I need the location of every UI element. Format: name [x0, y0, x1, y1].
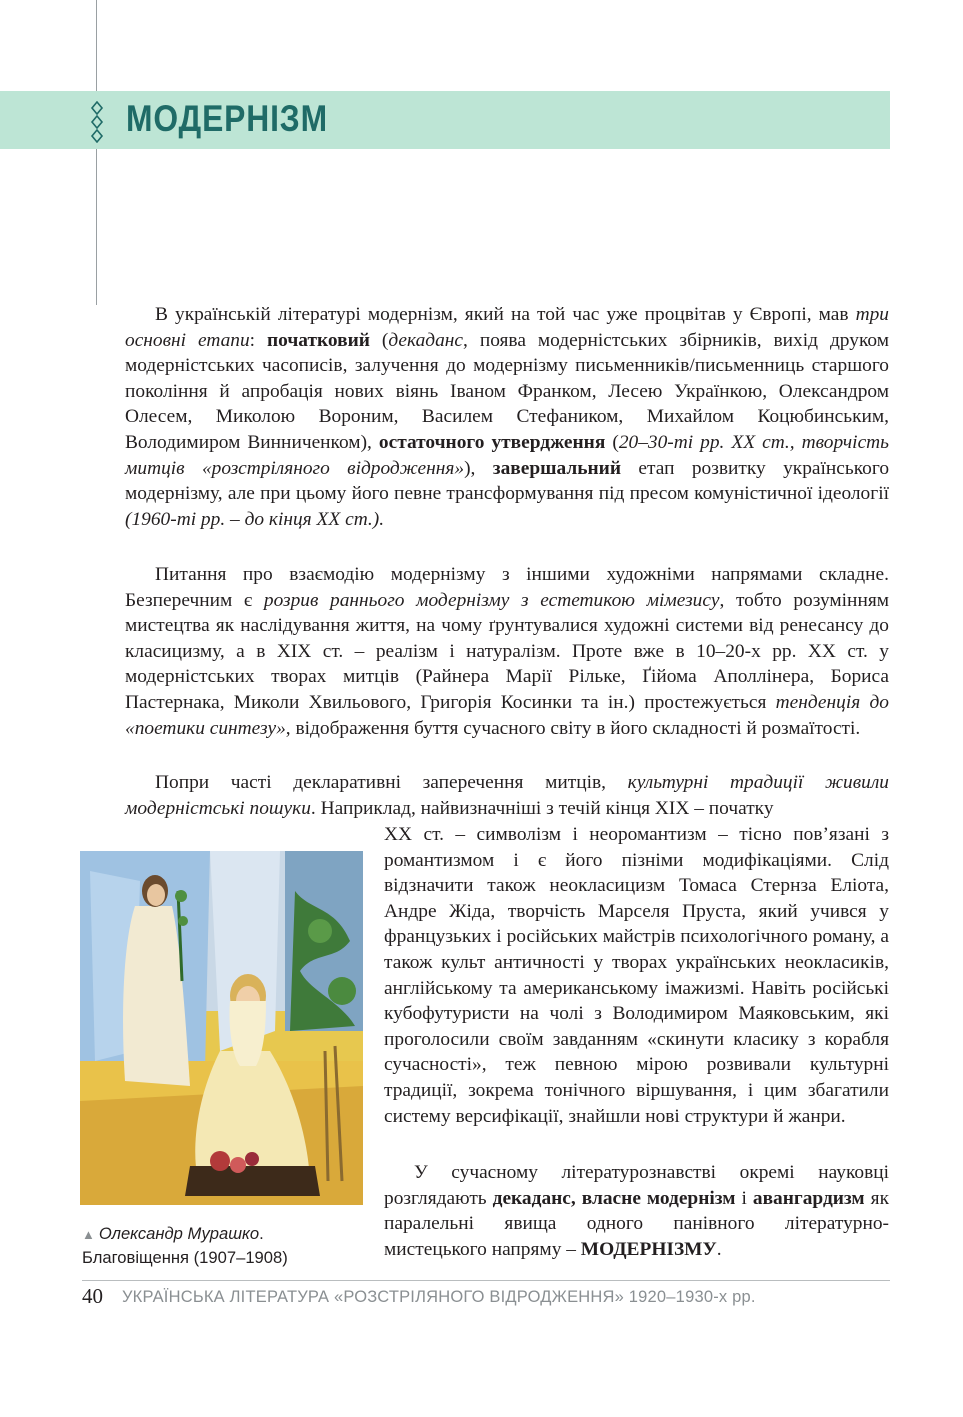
- footer-divider: [82, 1280, 890, 1281]
- diamond-ornament-icon: [89, 101, 105, 143]
- paragraph-traditions: Попри часті декларативні заперечення митців, культурні традиції живили модерністські пошуки. Наприклад, найвизначніші з течій кінця XIX – початку: [125, 772, 890, 819]
- paragraph-interaction: Питання про взаємодію модернізму з іншими художніми напрямами складне. Безперечним є розрив раннього модернізму з естетикою мімезису, тобто розумінням мистецтва як наслідування життя, на чому ґрунтувалися художні системи від ренесансу до класицизму, а в XIX ст. – реалізм і натуралізм. Проте вже в 10–20-х рр. XX ст. у модерністських творах митців (Райнера Марії Рільке, Ґійома Аполлінера, Бориса Пастернака, Миколи Хвильового, Григорія Косинки та ін.) простежується тенденція до «поетики синтезу», відображення буття сучасного світу в його складності й розмаїтості.: [125, 564, 890, 739]
- caption-triangle-icon: ▲: [82, 1227, 95, 1242]
- paragraph-contemporary-view: У сучасному літературознавстві окремі науковці розглядають декаданс, власне модернізм і авангардизм як паралельні явища одного панівного літературно-мистецького напряму – МОДЕРНІЗМУ.: [384, 1162, 889, 1260]
- page-number: 40: [82, 1284, 103, 1308]
- figure-caption: ▲ Олександр Мурашко. Благовіщення (1907–1908): [82, 1224, 288, 1267]
- paragraph-traditions-continued: XX ст. – символізм і неоромантизм – тісно пов’язані з романтизмом і є його пізніми модифікаціями. Слід відзначити також неокласицизм Томаса Стернза Еліота, Андре Жіда, творчість Марселя Пруста, який учився у французьких і російських майстрів психологічного роману, а також культ античності у творах українських неокласиків, англійському та американському імажизмі. Навіть російські кубофутуристи на чолі з Володимиром Маяковським, які проголосили своїм завданням «скинути класику з корабля сучасності», теж певною мірою розвивали культурні традиції, зокрема тонічного віршування, і цим збагатили систему версифікації, знайшли нові структури й жанри.: [384, 824, 889, 1127]
- painting-annunciation: [80, 851, 363, 1205]
- caption-author: Олександр Мурашко: [98, 1224, 260, 1243]
- caption-title: Благовіщення (1907–1908): [82, 1248, 288, 1267]
- margin-line: [96, 0, 97, 305]
- painting-illustration: [80, 851, 363, 1205]
- chapter-title: МОДЕРНІЗМ: [126, 98, 328, 139]
- paragraph-stages: В українській літературі модернізм, який на той час уже процвітав у Європі, мав три основні етапи: початковий (декаданс, поява модерністських збірників, вихід друком модерністських часописів, залучення до модернізму письменників/письменниць старшого покоління й апробація нових віянь Іваном Франком, Лесею Українкою, Олександром Олесем, Миколою Вороним, Василем Стефаником, Михайлом Коцюбинським, Володимиром Винниченком), остаточного утвердження (20–30-ті рр. XX ст., творчість митців «розстріляного відродження»), завершальний етап розвитку українського модернізму, але при цьому його певне трансформування під пресом комуністичної ідеології (1960-ті рр. – до кінця XX ст.).: [125, 304, 890, 530]
- running-title: УКРАЇНСЬКА ЛІТЕРАТУРА «РОЗСТРІЛЯНОГО ВІДРОДЖЕННЯ» 1920–1930-х рр.: [122, 1288, 756, 1306]
